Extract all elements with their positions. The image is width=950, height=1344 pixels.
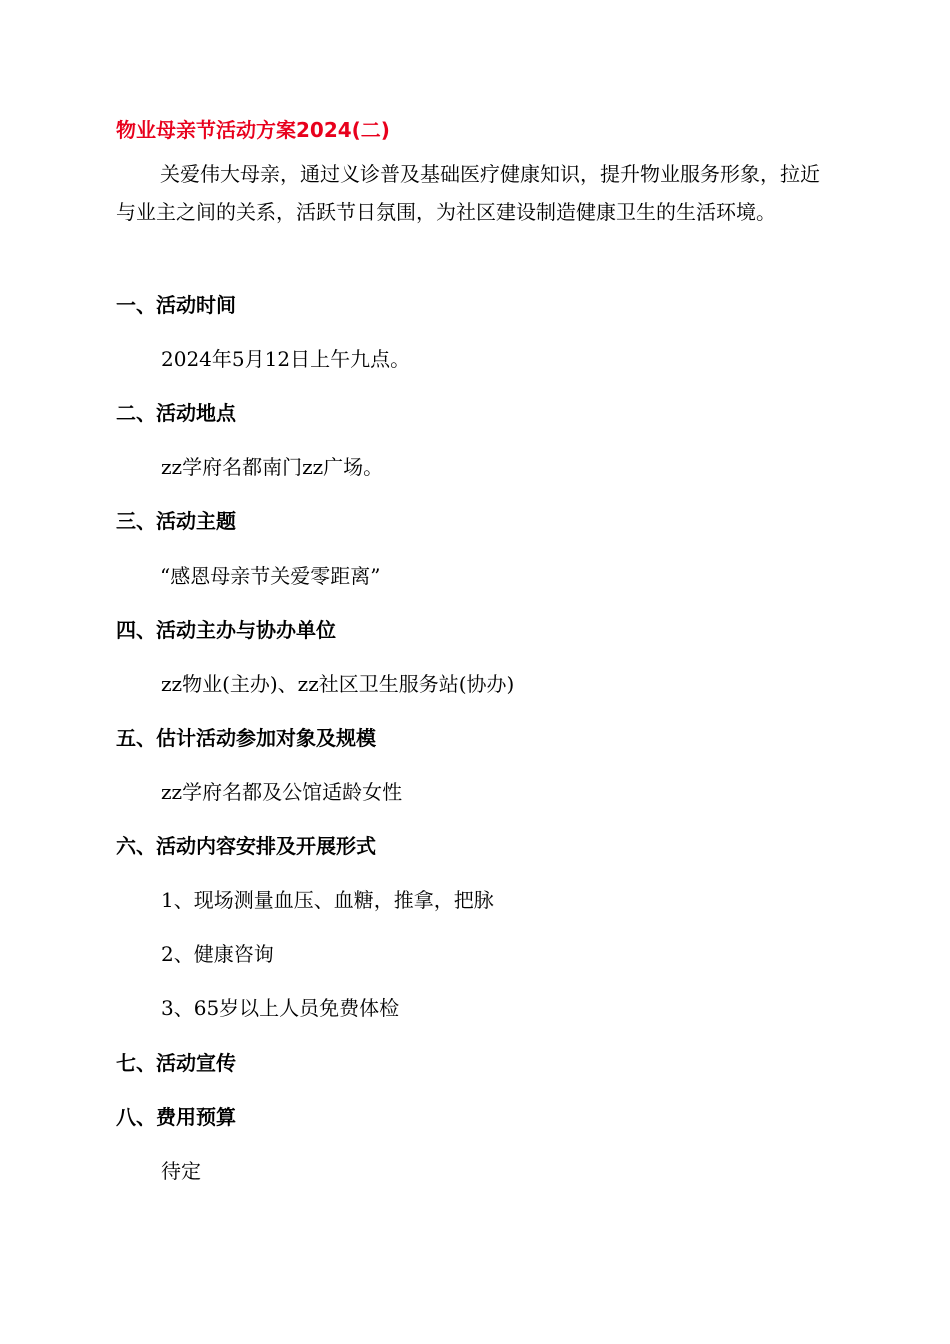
section-heading-publicity: 七、活动宣传 <box>116 1051 236 1075</box>
section-heading-participants: 五、估计活动参加对象及规模 <box>116 726 376 750</box>
list-item: 1、现场测量血压、血糖，推拿，把脉 <box>161 888 494 912</box>
document-title: 物业母亲节活动方案2024(二) <box>116 118 390 142</box>
section-heading-organizers: 四、活动主办与协办单位 <box>116 618 336 642</box>
section-heading-budget: 八、费用预算 <box>116 1105 236 1129</box>
section-heading-content: 六、活动内容安排及开展形式 <box>116 834 376 858</box>
list-item: 3、65岁以上人员免费体检 <box>161 996 400 1020</box>
section-text-budget: 待定 <box>161 1159 201 1183</box>
section-text-organizers: zz物业(主办)、zz社区卫生服务站(协办) <box>161 672 515 696</box>
section-heading-theme: 三、活动主题 <box>116 509 236 533</box>
section-heading-location: 二、活动地点 <box>116 401 236 425</box>
section-text-participants: zz学府名都及公馆适龄女性 <box>161 780 403 804</box>
list-item: 2、健康咨询 <box>161 942 274 966</box>
section-text-location: zz学府名都南门zz广场。 <box>161 455 384 479</box>
intro-paragraph: 关爱伟大母亲，通过义诊普及基础医疗健康知识，提升物业服务形象，拉近与业主之间的关系，活跃节日氛围，为社区建设制造健康卫生的生活环境。 <box>116 162 820 224</box>
section-text-theme: “感恩母亲节关爱零距离” <box>160 564 381 588</box>
section-text-time: 2024年5月12日上午九点。 <box>161 347 411 371</box>
section-heading-time: 一、活动时间 <box>116 293 236 317</box>
